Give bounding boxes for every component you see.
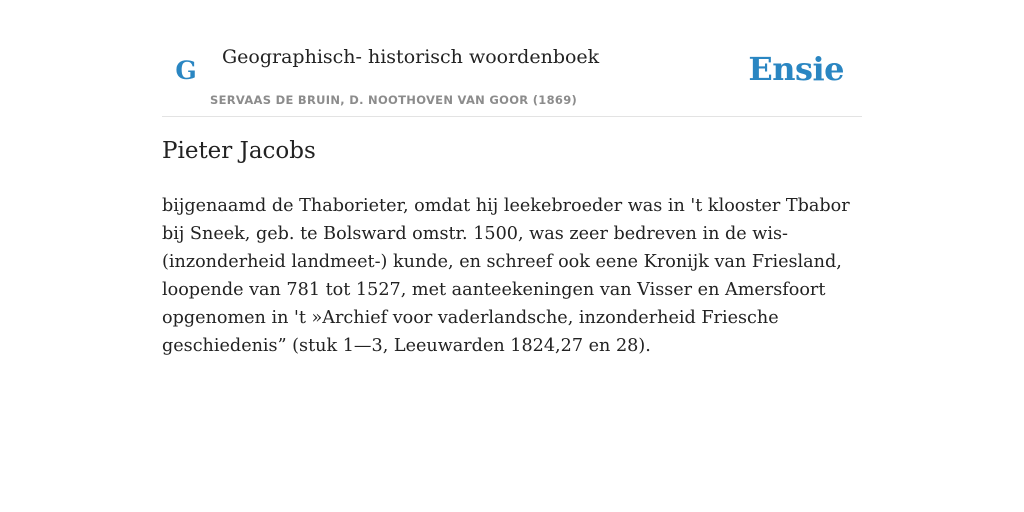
dictionary-title-link[interactable]: Geographisch- historisch woordenboek <box>222 46 600 68</box>
entry-title: Pieter Jacobs <box>162 138 316 164</box>
dictionary-source: SERVAAS DE BRUIN, D. NOOTHOVEN VAN GOOR (1869) <box>210 93 578 107</box>
entry-body: bijgenaamd de Thaborieter, omdat hij leekebroeder was in 't klooster Tbabor bij Sneek, geb. te Bolsward omstr. 1500, was zeer bedreven in de wis- (inzonderheid landmeet-) kunde, en schreef ook eene Kronijk van Friesland, loopende van 781 tot 1527, met aanteekeningen van Visser en Amersfoort opgenomen in 't »Archief voor vaderlandsche, inzonderheid Friesche geschiedenis” (stuk 1—3, Leeuwarden 1824,27 en 28). <box>162 196 850 356</box>
dictionary-header <box>162 36 862 117</box>
dictionary-letter-icon[interactable]: G <box>175 55 197 85</box>
ensie-logo-link[interactable]: Ensie <box>748 50 844 88</box>
